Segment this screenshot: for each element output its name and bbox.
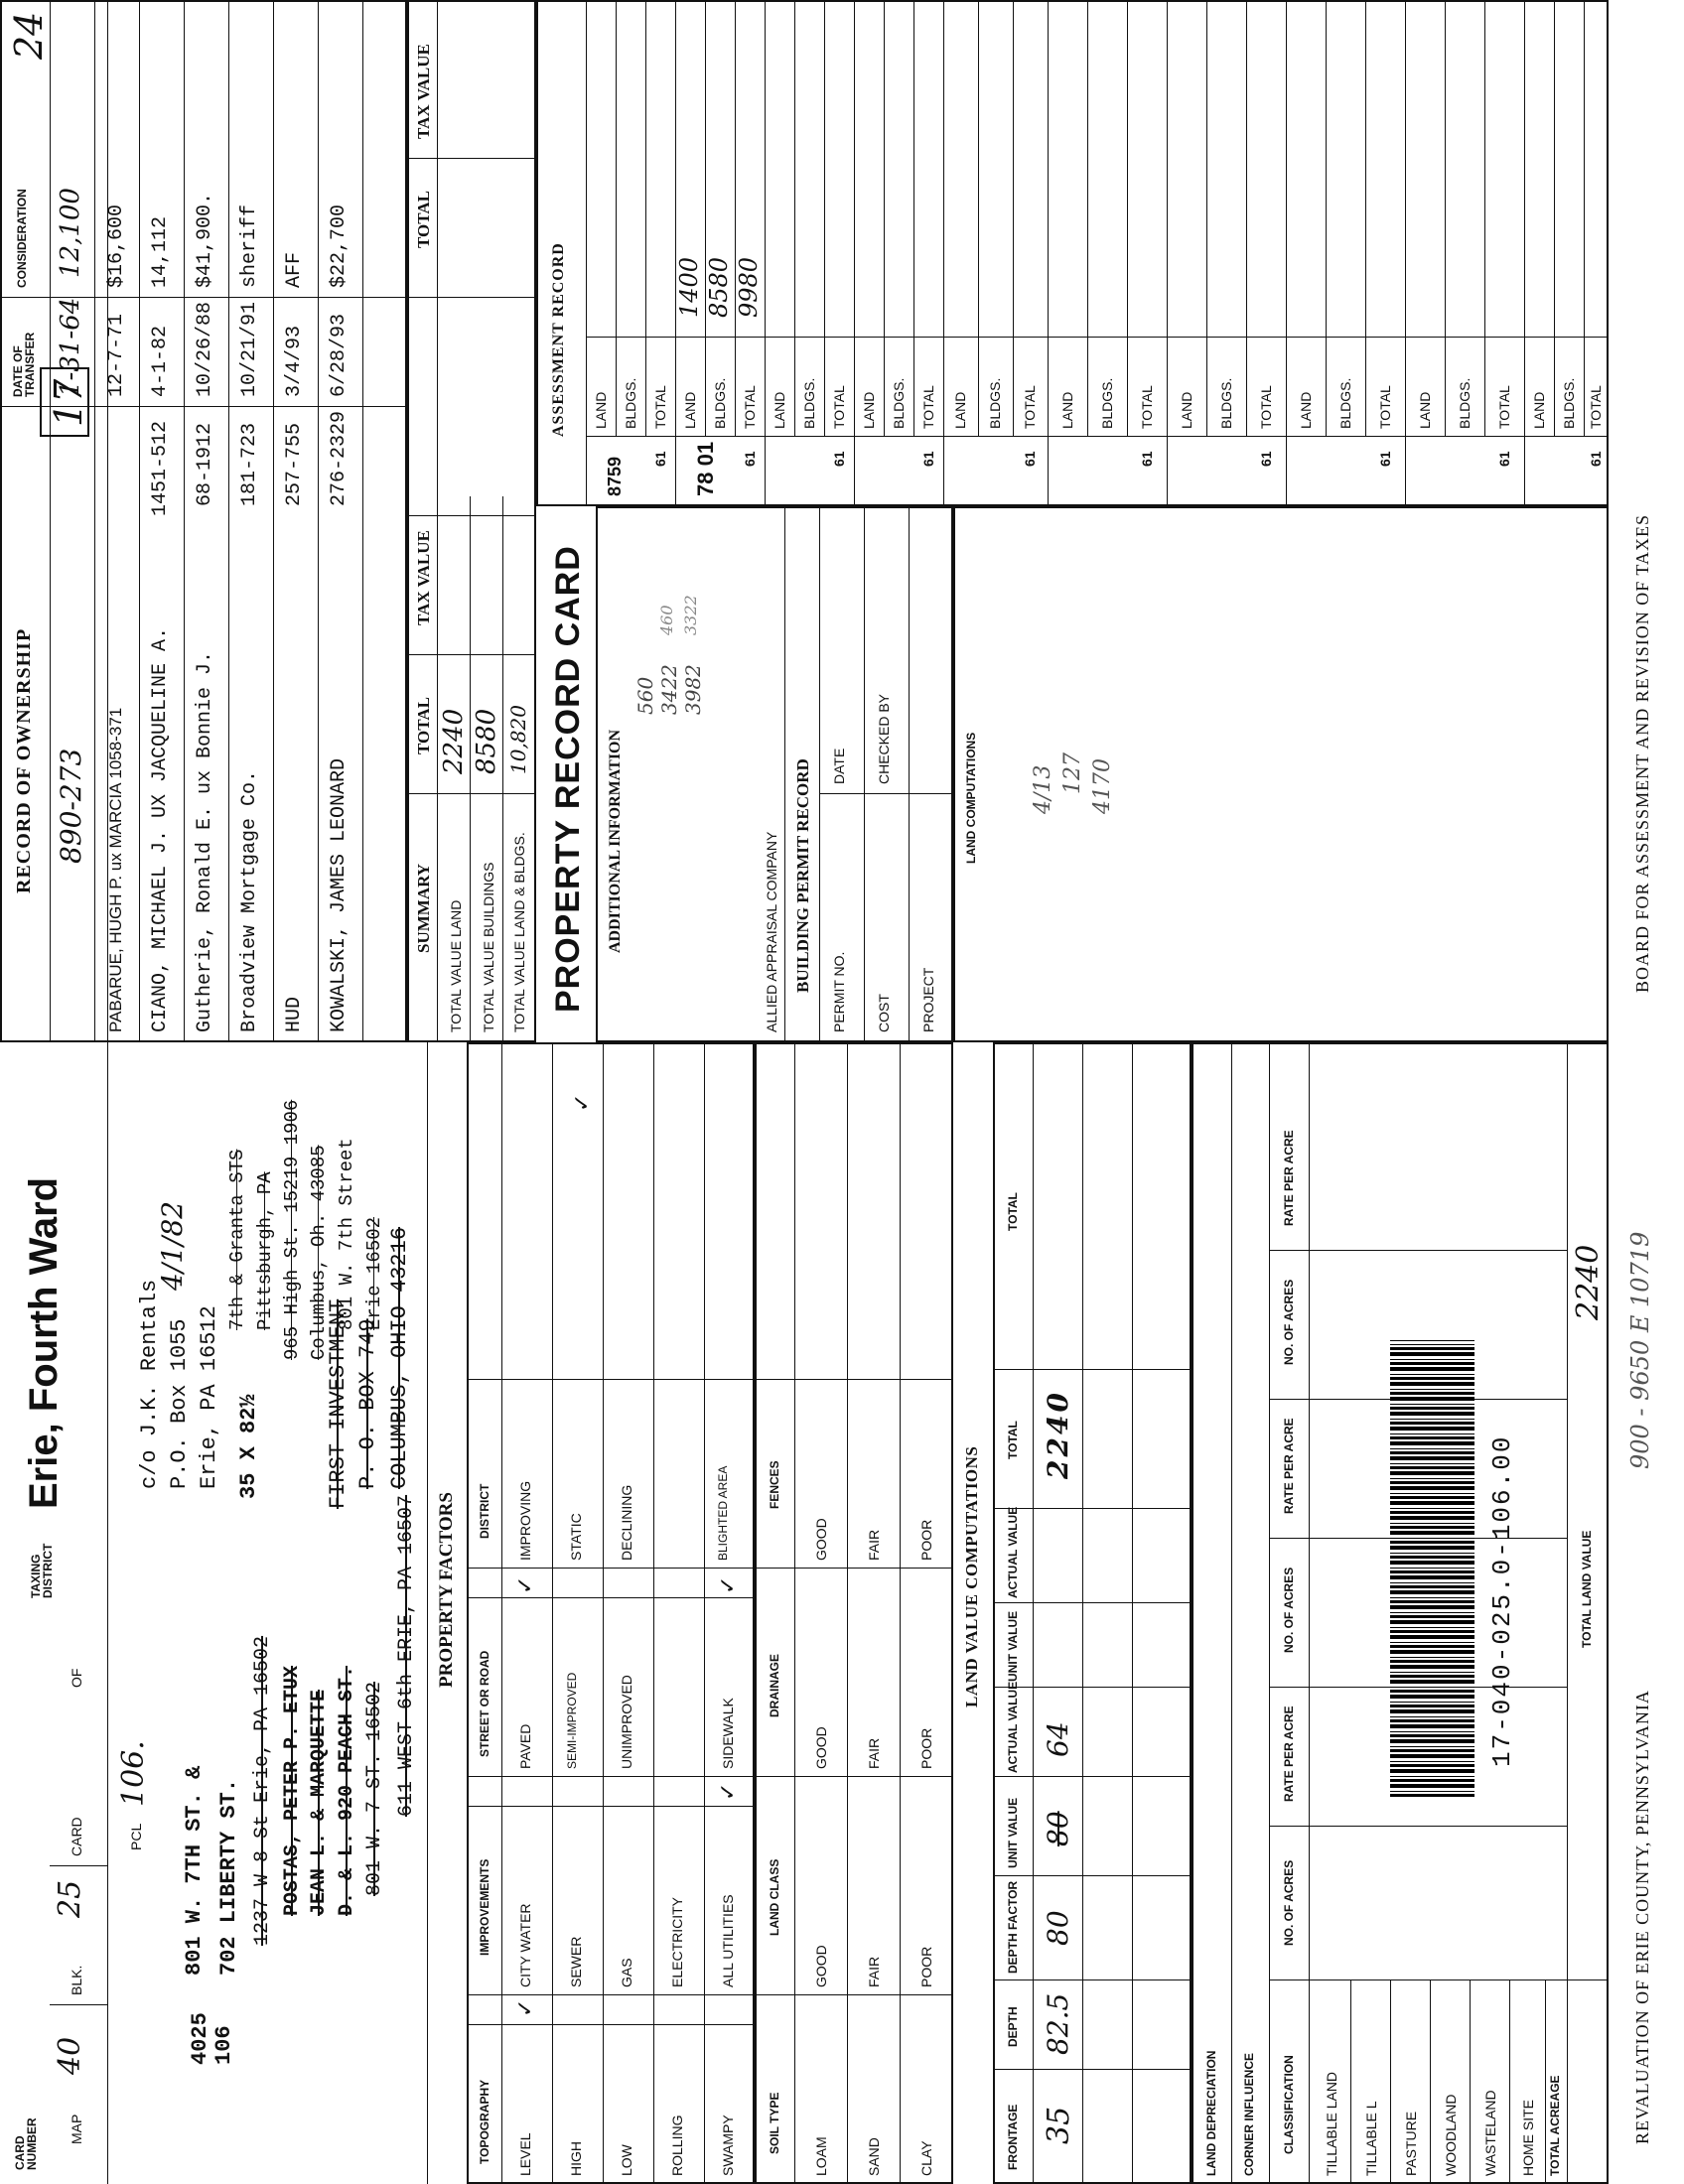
owner-row-6-name: KOWALSKI, JAMES LEONARD [328,757,351,1032]
street-sidewalk: SIDEWALK [720,1698,736,1769]
appraisal-company: ALLIED APPRAISAL COMPANY [764,831,779,1032]
footer-left: REVALUATION OF ERIE COUNTY, PENNSYLVANIA [1632,1690,1652,2144]
taxing-district-label: TAXING DISTRICT [29,1543,55,1598]
check-sidewalk: ✓ [715,1575,740,1594]
footer-handwritten: 900 - 9650 E 10719 [1626,1231,1654,1469]
soil-loam: LOAM [813,2136,829,2176]
parcel-barcode [1390,1340,1474,1797]
drainage-poor: POOR [918,1727,934,1769]
topo-swampy: SWAMPY [720,2115,736,2176]
assessment-title: ASSESSMENT RECORD [550,242,567,437]
owner-row-6-ref: 276-2329 [328,410,351,506]
impr-electricity: ELECTRICITY [669,1896,685,1987]
box-number: 17 [47,378,90,427]
additional-number-4: 3322 [681,595,700,635]
address-line-5: JEAN L. & MARQUETTE [308,1689,331,1916]
mail-line-1: c/o J.K. Rentals [137,1279,162,1489]
old-address-4: Columbus, Oh. 43085 [308,1145,330,1360]
impr-gas: GAS [619,1958,634,1987]
land-total-value: 2240 [1042,1390,1074,1479]
blk-value: 25 [53,1879,87,1918]
address-line-8: 611 WEST 6th ERIE, PA 16507 [395,1494,418,1817]
frontage-header: FRONTAGE [1006,2104,1020,2170]
total-land-value-amount: 2240 [1571,1244,1606,1320]
address-line-1: 801 W. 7TH ST. & [182,1765,207,1976]
card-title: PROPERTY RECORD CARD [549,545,587,1013]
consideration-header: CONSIDERATION [15,189,29,288]
check-level: ✓ [512,1998,537,2017]
land-comp-value-2: 4170 [1090,758,1115,814]
owner-row-2-date: 4-1-82 [149,325,172,397]
summary-row-0-total: 2240 [439,708,469,774]
corner-influence: CORNER INFLUENCE [1242,2052,1256,2176]
parcel-code: 17-040-025.0-106.00 [1487,1434,1517,1767]
owner-row-1-consideration: $16,600 [105,204,128,288]
additional-title: ADDITIONAL INFORMATION [607,729,624,953]
permit-date-label: DATE [831,748,847,784]
land-comp-value-0: 4/13 [1031,764,1055,814]
old-address-2: Pittsburgh, PA [254,1171,276,1330]
land-class-header: LAND CLASS [768,1858,781,1936]
fences-good: GOOD [813,1518,829,1561]
assessment-side-number: 8759 [605,456,625,496]
soil-sand: SAND [866,2137,882,2176]
land-class-fair: FAIR [866,1956,882,1987]
depth-factor-header: DEPTH FACTOR [1006,1880,1020,1974]
blk-label: BLK. [69,1965,84,1995]
total-land-value-label: TOTAL LAND VALUE [1580,1530,1594,1648]
topo-level: LEVEL [517,2132,533,2176]
acres-header-1: NO. OF ACRES [1282,1859,1296,1946]
summary-total-header: TOTAL [414,697,433,754]
fences-header: FENCES [768,1460,781,1509]
district-declining: DECLINING [619,1484,634,1561]
land-class-poor: POOR [918,1946,934,1987]
street-unimproved: UNIMPROVED [619,1675,634,1769]
permit-checked-label: CHECKED BY [876,693,892,784]
district-improving: IMPROVING [517,1480,533,1561]
summary-row-1-label: TOTAL VALUE BUILDINGS [481,862,496,1032]
acres-header-3: NO. OF ACRES [1282,1279,1296,1365]
owner-row-3-consideration: $41,900. [194,192,216,288]
owner-row-0-date: 1-31-64 [56,297,85,397]
owner-row-1-name: PABARUE, HUGH P. ux MARCIA 1058-371 [106,707,125,1032]
of-label: OF [69,1668,84,1688]
summary-title: SUMMARY [414,863,433,953]
owner-row-3-ref: 68-1912 [194,422,216,506]
rate-header-1: RATE PER ACRE [1282,1706,1296,1802]
owner-row-3-date: 10/26/88 [194,301,216,397]
summary-total2-header: TOTAL [414,191,433,248]
actual-value-header-1: ACTUAL VALUE [1006,1681,1020,1773]
summary-tax-value2-header: TAX VALUE [414,44,433,139]
old-address-6: Erie 16502 [363,1216,385,1330]
date-note: 4/1/82 [156,1200,189,1291]
district-blighted: BLIGHTED AREA [716,1465,730,1561]
card-number-label: CARD NUMBER [13,2117,39,2170]
owner-row-3-name: Gutherie, Ronald E. ux Bonnie J. [194,650,216,1032]
class-home-site: HOME SITE [1520,2099,1536,2176]
street-paved: PAVED [517,1723,533,1769]
check-paved: ✓ [512,1575,537,1594]
drainage-fair: FAIR [866,1737,882,1769]
ownership-title: RECORD OF OWNERSHIP [13,627,35,893]
summary-row-0-label: TOTAL VALUE LAND [448,899,464,1032]
address-line-7: 801 W. 7 ST. 16502 [363,1681,386,1896]
property-factors-title: PROPERTY FACTORS [436,1492,457,1688]
actual-value-header-2: ACTUAL VALUE [1006,1506,1020,1598]
depth-factor-value: 80 [1042,1910,1074,1946]
additional-number-3: 460 [657,605,676,635]
topo-low: LOW [619,2144,634,2176]
owner-row-6-date: 6/28/93 [328,313,351,397]
owner-row-6-consideration: $22,700 [328,204,351,288]
land-depreciation: LAND DEPRECIATION [1204,2050,1218,2176]
frontage-value: 35 [1042,2106,1076,2144]
address-code: 4025 106 [188,2012,237,2065]
improvements-header: IMPROVEMENTS [478,1858,491,1956]
impr-all-utilities: ALL UTILITIES [720,1894,736,1987]
old-address-5: 801 W. 7th Street [336,1138,357,1330]
soil-clay: CLAY [918,2140,934,2176]
check-static: ✓ [569,1093,594,1112]
map-label: MAP [69,2114,84,2144]
street-header: STREET OR ROAD [478,1650,491,1757]
soil-type-header: SOIL TYPE [768,2092,781,2154]
address-line-6: D. & L. 920 PEACH ST. [336,1665,358,1916]
unit-value-header-2: UNIT VALUE [1006,1610,1020,1682]
owner-row-5-name: HUD [283,996,306,1032]
owner-row-1-date: 12-7-71 [105,313,128,397]
land-value-title: LAND VALUE COMPUTATIONS [962,1445,981,1707]
fences-poor: POOR [918,1519,934,1561]
class-pasture: PASTURE [1403,2111,1419,2176]
summary-row-2-total: 10,820 [506,705,530,774]
address-line-4: POSTAS, PETER P. ETUX [281,1665,304,1916]
summary-row-2-label: TOTAL VALUE LAND & BLDGS. [511,832,527,1032]
permit-no-label: PERMIT NO. [831,951,847,1032]
total-header-1: TOTAL [1006,1421,1020,1459]
owner-row-5-date: 3/4/93 [283,325,306,397]
owner-row-0-consideration: 12,100 [56,188,85,278]
unit-value-header-1: UNIT VALUE [1006,1797,1020,1868]
corner-number: 24 [7,11,51,60]
owner-row-2-ref: 1451-512 [149,420,172,516]
district-header: DISTRICT [478,1483,491,1539]
owner-row-2-name: CIANO, MICHAEL J. UX JACQUELINE A. [149,626,172,1032]
mail-line-2: P.O. Box 1055 [167,1318,192,1489]
check-all-utilities: ✓ [715,1782,740,1801]
classification-header: CLASSIFICATION [1282,2055,1296,2154]
topo-rolling: ROLLING [669,2115,685,2176]
card-label: CARD [69,1817,84,1856]
owner-row-4-consideration: sheriff [238,204,261,288]
owner-row-2-consideration: 14,112 [149,215,172,288]
class-tillable-l: TILLABLE L [1363,2101,1379,2176]
rate-header-3: RATE PER ACRE [1282,1130,1296,1226]
depth-value: 82.5 [1042,1992,1074,2055]
owner-row-5-ref: 257-755 [283,422,306,506]
footer-right: BOARD FOR ASSESSMENT AND REVISION OF TAXES [1632,514,1652,993]
address-line-2: 702 LIBERTY ST. [216,1778,241,1976]
land-comp-title: LAND COMPUTATIONS [964,732,978,864]
owner-row-0-name: 890-273 [55,748,87,864]
land-comp-value-1: 127 [1060,752,1085,794]
drainage-header: DRAINAGE [768,1653,781,1717]
map-value: 40 [53,2036,87,2075]
depth-header: DEPTH [1006,2006,1020,2047]
lot-dimensions: 35 X 82½ [236,1394,261,1499]
drainage-good: GOOD [813,1726,829,1769]
building-permit-title: BUILDING PERMIT RECORD [793,758,812,993]
fences-fair: FAIR [866,1529,882,1561]
owner-row-4-date: 10/21/91 [238,301,261,397]
owner-row-4-name: Broadview Mortgage Co. [238,769,261,1032]
class-wasteland: WASTELAND [1482,2090,1498,2176]
summary-row-1-total: 8580 [472,708,501,774]
impr-sewer: SEWER [568,1936,584,1987]
address-line-3: 1237 W 8 St Erie, PA 16502 [251,1635,274,1946]
land-class-good: GOOD [813,1945,829,1987]
topography-header: TOPOGRAPHY [478,2079,491,2164]
total-header-2: TOTAL [1006,1192,1020,1231]
district-static: STATIC [568,1513,584,1561]
pcl-value: 106. [116,1740,151,1807]
pcl-label: PCL [128,1823,144,1850]
topo-high: HIGH [568,2141,584,2176]
old-address-3: 965 High St. 15219 1906 [281,1099,303,1360]
summary-tax-value-header: TAX VALUE [414,530,433,625]
owner-row-5-consideration: AFF [283,251,306,288]
mail-line-3: Erie, PA 16512 [197,1305,221,1489]
date-transfer-header: DATE OF TRANSFER [11,332,37,397]
additional-number-1: 3422 [657,664,681,715]
old-address-1: 7th & Granta STS [226,1149,248,1330]
additional-number-2: 3982 [681,664,705,715]
district-name: Erie, Fourth Ward [22,1176,66,1509]
old-address-9: COLUMBUS, OHIO 43216 [387,1226,412,1489]
unit-value: 80 [1042,1811,1074,1846]
actual-value: 64 [1042,1721,1074,1757]
old-address-8: P. O. BOX 749 [355,1318,380,1489]
permit-project-label: PROJECT [920,967,936,1032]
impr-city-water: CITY WATER [517,1903,533,1987]
owner-row-4-ref: 181-723 [238,422,261,506]
class-total-acreage: TOTAL ACREAGE [1548,2075,1562,2176]
additional-number-0: 560 [633,676,657,715]
rate-header-2: RATE PER ACRE [1282,1418,1296,1514]
acres-header-2: NO. OF ACRES [1282,1567,1296,1653]
class-woodland: WOODLAND [1443,2094,1459,2176]
old-address-7: FIRST INVESTMENT [326,1298,351,1509]
street-semi-improved: SEMI-IMPROVED [565,1672,579,1769]
permit-cost-label: COST [876,994,892,1032]
property-record-card: CARD NUMBER MAP 40 BLK. 25 CARD OF PCL 106. TAXING DISTRICT Erie, Fourth Ward 17 24 4025 106 801 W. 7TH ST. & 702 LIBERTY ST. 1237 W 8 St Erie, PA 16502 POSTAS, PETER P. ETUX JEAN L. & MARQUETTE D. & L. 920 PEACH ST. 801 W. 7 ST. 16502 611 WEST 6th ERIE, PA 16507 c/o J.K. Rentals P.O. Box 1055 Erie, PA 16512 35 X 82½ 4/1/82 7th & Granta STS Pittsburgh, PA 965 High St. 15219 1906 Columbus, Oh. 43085 801 W. 7th Street Erie 16502 FIRST INVESTMENT P. O. BOX 749 COLUMBUS, OHIO 43216 PROPERTY FACTORS TOPOGRAPHY IMPROVEMENTS STREET OR ROAD DISTRICT LEVEL HIGH LOW ROLLING SWAMPY CITY WATER SEWER GAS ELECTRICITY ALL UTILITIES PAVED SEMI-IMPROVED UNIMPROVED SIDEWALK IMPROVING STATIC DECLINING BLIGHTED AREA ✓ ✓ ✓ ✓ ✓ SOIL TYPE LAND CLASS DRAINAGE FENCES LOAM SAND CLAY GOOD FAIR POOR GOOD FAIR POOR GOOD FAIR POOR LAND VALUE COMPUTATIONS FRONTAGE DEPTH DEPTH FACTOR UNIT VALUE ACTUAL VALUE UNIT VALUE ACTUAL VALUE TOTAL TOTAL 35 82.5 80 80 64 2240 LAND DEPRECIATION CORNER INFLUENCE CLASSIFICATION NO. OF ACRES RATE PER ACRE NO. OF ACRES RATE PER ACRE NO. OF ACRES RATE PER ACRE TILLABLE LAND TILLABLE L PASTURE WOODLAND WASTELAND HOME SITE TOTAL ACREAGE 17-040-025.0-106.00 TOTAL LAND VALUE 2240 REVALUATION OF ERIE COUNTY, PENNSYLVANIA 900 - 9650 E 10719 BOARD FOR ASSESSMENT AND REVISION OF TAXES RECORD OF OWNERSHIP DATE OF TRANSFER CONSIDERATION 890-273 1-31-64 12,100 PABARUE, HUGH P. ux MARCIA 1058-371 12-7-71 $16,600 CIANO, MICHAEL J. UX JACQUELINE A. 1451-512 4-1-82 14,112 Gutherie, Ronald E. ux Bonnie J. 68-1912 10/26/88 $41,900. Broadview Mortgage Co. 181-723 10/21/91 sheriff HUD 257-755 3/4/93 AFF KOWALSKI, JAMES LEONARD 276-2329 6/28/93 $22,700 SUMMARY TOTAL TAX VALUE TOTAL TAX VALUE TOTAL VALUE LAND TOTAL VALUE BUILDINGS TOTAL VALUE LAND & BLDGS. 2240 8580 10,820 PROPERTY RECORD CARD ADDITIONAL INFORMATION 560 3422 3982 460 3322 ALLIED APPRAISAL COMPANY BUILDING PERMIT RECORD DATE CHECKED BY PERMIT NO. COST PROJECT LAND COMPUTATIONS 4/13 127 4170 ASSESSMENT RECORD LAND BLDGS. TOTAL 61 LAND BLDGS. TOTAL 61 78 01 1400 8580 9980 8759 LAND BLDGS. TOTAL 61 LAND BLDGS. TOTAL 61 LAND BLDGS. TOTAL 61 LAND BLDGS. TOTAL 61 LAND BLDGS. TOTAL 61 LAND BLDGS. TOTAL 61 LAND BLDGS. TOTAL 61 LAND BLDGS. TOTAL 61 [0,0,1684,2184]
class-tillable-land: TILLABLE LAND [1324,2071,1339,2176]
